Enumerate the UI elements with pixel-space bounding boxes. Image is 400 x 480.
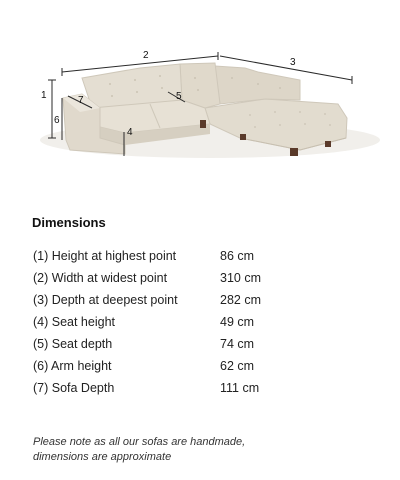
sofa-illustration — [0, 0, 400, 200]
dimension-label-1: 1 — [41, 90, 47, 101]
dimension-label-6: 6 — [54, 115, 60, 126]
dimensions-panel — [0, 200, 400, 480]
spec-label: (6) Arm height — [33, 359, 112, 373]
spec-value: 62 cm — [220, 359, 255, 373]
spec-value: 86 cm — [220, 249, 255, 263]
note-line-1: Please note as all our sofas are handmade, — [33, 436, 246, 448]
dimensions-table — [33, 245, 261, 399]
spec-row-width — [33, 267, 261, 289]
spec-row-height — [33, 245, 261, 267]
dimension-label-2: 2 — [143, 50, 149, 61]
spec-row-depth — [33, 289, 261, 311]
dimension-label-5: 5 — [176, 91, 182, 102]
spec-value: 49 cm — [220, 315, 255, 329]
spec-label: (4) Seat height — [33, 315, 115, 329]
spec-value: 74 cm — [220, 337, 255, 351]
spec-label: (1) Height at highest point — [33, 249, 177, 263]
spec-label: (5) Seat depth — [33, 337, 113, 351]
backrest-right — [215, 66, 300, 104]
spec-value: 310 cm — [220, 271, 261, 285]
sofa-diagram — [0, 0, 400, 200]
spec-value: 282 cm — [220, 293, 261, 307]
dimensions-heading: Dimensions — [32, 215, 106, 230]
spec-row-arm-height — [33, 355, 261, 377]
dimension-label-7: 7 — [78, 95, 84, 106]
spec-row-seat-depth — [33, 333, 261, 355]
spec-value: 111 cm — [220, 381, 260, 395]
handmade-note — [33, 435, 383, 465]
dimension-label-4: 4 — [127, 127, 133, 138]
spec-row-seat-height — [33, 311, 261, 333]
spec-label: (2) Width at widest point — [33, 271, 168, 285]
spec-label: (3) Depth at deepest point — [33, 293, 178, 307]
dimension-label-3: 3 — [290, 57, 296, 68]
note-line-2: dimensions are approximate — [33, 451, 172, 463]
spec-label: (7) Sofa Depth — [33, 381, 115, 395]
spec-row-sofa-depth — [33, 377, 261, 399]
